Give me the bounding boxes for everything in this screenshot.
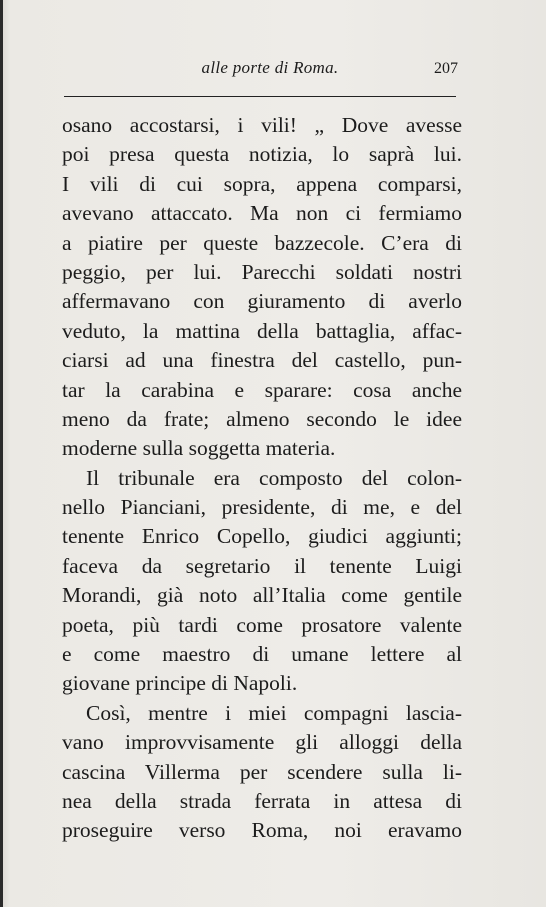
text-line: vano improvvisamente gli alloggi della [62,730,462,755]
text-line: affermavano con giuramento di averlo [62,289,462,314]
text-line: a piatire per queste bazzecole. C’era di [62,230,462,255]
text-line: tenente Enrico Copello, giudici aggiunti; [62,524,462,549]
text-line: nea della strada ferrata in attesa di [62,788,462,813]
text-line: moderne sulla soggetta materia. [62,436,336,461]
text-line: Il tribunale era composto del colon- [86,465,462,490]
text-line: giovane principe di Napoli. [62,671,298,696]
text-line: osano accostarsi, i vili! „ Dove avesse [62,113,462,137]
text-line: tar la carabina e sparare: cosa anche [62,377,462,402]
page-header [62,58,458,84]
page-spine-edge [0,0,3,907]
text-line: veduto, la mattina della battaglia, affac- [62,318,462,343]
text-line: nello Pianciani, presidente, di me, e del [62,495,462,520]
text-line: proseguire verso Roma, noi eravamo [62,818,462,843]
text-line: poeta, più tardi come prosatore valente [62,612,462,637]
text-line: peggio, per lui. Parecchi soldati nostri [62,259,462,284]
text-line: faceva da segretario il tenente Luigi [62,553,462,578]
text-line: meno da frate; almeno secondo le idee [62,406,462,431]
running-title: alle porte di Roma. [201,58,339,77]
text-line: I vili di cui sopra, appena comparsi, [62,171,462,196]
header-rule [64,96,456,97]
text-line: Morandi, già noto all’Italia come gentile [62,583,462,608]
text-line: poi presa questa notizia, lo saprà lui. [62,142,462,167]
body-text [62,111,462,846]
text-line: cascina Villerma per scendere sulla li- [62,759,462,784]
text-line: avevano attaccato. Ma non ci fermiamo [62,201,462,226]
text-line: e come maestro di umane lettere al [62,642,462,667]
text-line: Così, mentre i miei compagni lascia- [86,700,462,725]
text-line: ciarsi ad una finestra del castello, pun- [62,348,462,373]
page-number: 207 [434,60,458,77]
